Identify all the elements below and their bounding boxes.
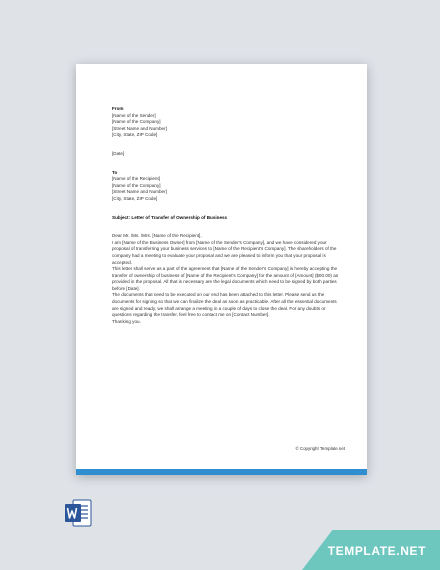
- paragraph-2: This letter shall serve as a part of the agreement that [Name of the Sender's Company] is hereby accepting the transfer of ownership of business of [Name of the Recipient's Company] for the amount of [Amount] ($00.00) as provided in the proposal. All that is necessary are the legal documents which need to be signed by both parties before [Date].: [112, 266, 339, 291]
- brand-name[interactable]: TEMPLATE.NET: [327, 544, 426, 558]
- recipient-street: [Street Name and Number]: [112, 189, 167, 195]
- sender-name: [Name of the Sender]: [112, 112, 156, 118]
- recipient-block: [112, 170, 344, 203]
- letter-date: [Date]: [112, 150, 125, 156]
- paragraph-1: I am [Name of the Business Owner] from [Name of the Sender's Company], and we have considered your proposal of transferring your business services to [Name of the Recipient's Company]. The shareholders of the company had a meeting to evaluate your proposal and we are pleased to inform you that your proposal is accepted.: [112, 239, 337, 265]
- recipient-company: [Name of the Company]: [112, 182, 161, 188]
- date-block: [112, 151, 344, 158]
- paragraph-3: The documents that need to be executed on our end has been attached to this letter. Please send us the documents for signing so that we can finalize the deal as soon as practicable. After all the essential documents are signed and ready, we shall arrange a meeting in a couple of days to close the deal. For any doubts or questions regarding the transfer, feel free to contact me on [Contact Number].: [112, 292, 337, 318]
- sender-city: [City, State, ZIP Code]: [112, 132, 158, 138]
- word-icon: [64, 498, 92, 528]
- sender-street: [Street Name and Number]: [112, 125, 167, 131]
- recipient-city: [City, State, ZIP Code]: [112, 195, 158, 201]
- footer-band: [76, 469, 367, 475]
- from-label: From: [112, 106, 124, 111]
- recipient-name: [Name of the Recipient]: [112, 176, 161, 182]
- to-label: To: [112, 169, 118, 175]
- sender-company: [Name of the Company]: [112, 119, 161, 125]
- closing: Thanking you.: [112, 318, 141, 324]
- copyright-notice: © Copyright Template.net: [295, 446, 345, 451]
- sender-block: [112, 106, 344, 139]
- letter-subject: Subject: Letter of Transfer of Ownership of Business: [112, 214, 228, 220]
- salutation: Dear Mr. /Ms. /Mrs. [Name of the Recipient],: [112, 233, 202, 239]
- letter-body: [112, 106, 344, 325]
- letter-document: [76, 64, 367, 475]
